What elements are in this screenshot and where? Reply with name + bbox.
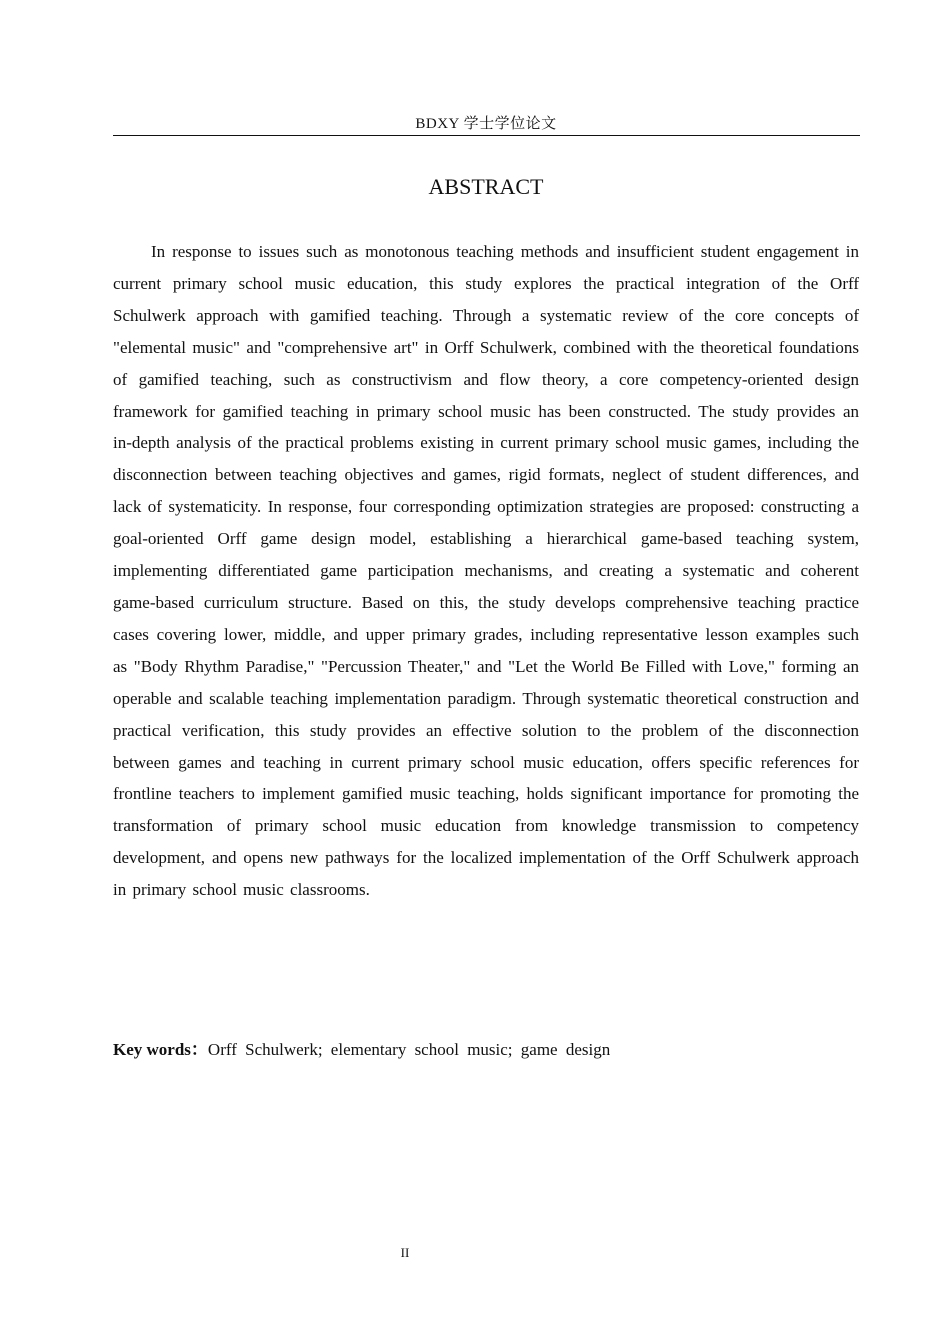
running-header: BDXY 学士学位论文 — [415, 116, 557, 132]
keywords-line — [113, 1035, 859, 1065]
abstract-body: In response to issues such as monotonous teaching methods and insufficient student engagement in current primary school music education, this study explores the practical integration of the Orff Schulwerk approach with gamified teaching. Through a systematic review of the core concepts of "elemental music" and "comprehensive art" in Orff Schulwerk, combined with the theoretical foundations of gamified teaching, such as constructivism and flow theory, a core competency-oriented design framework for gamified teaching in primary school music has been constructed. The study provides an in-depth analysis of the practical problems existing in current primary school music games, including the disconnection between teaching objectives and games, rigid formats, neglect of student differences, and lack of systematicity. In response, four corresponding optimization strategies are proposed: constructing a goal-oriented Orff game design model, establishing a hierarchical game-based teaching system, implementing differentiated game participation mechanisms, and creating a systematic and coherent game-based curriculum structure. Based on this, the study develops comprehensive teaching practice cases covering lower, middle, and upper primary grades, including representative lesson examples such as "Body Rhythm Paradise," "Percussion Theater," and "Let the World Be Filled with Love," forming an operable and scalable teaching implementation paradigm. Through systematic theoretical construction and practical verification, this study provides an effective solution to the problem of the disconnection between games and teaching in current primary school music education, offers specific references for frontline teachers to implement gamified music teaching, holds significant importance for promoting the transformation of primary school music education from knowledge transmission to competency development, and opens new pathways for the localized implementation of the Orff Schulwerk approach in primary school music classrooms. — [113, 242, 859, 900]
keywords-label: Key words： — [113, 1040, 208, 1059]
keywords-value: Orff Schulwerk; elementary school music; game design — [207, 1040, 611, 1059]
header-divider — [113, 135, 860, 136]
abstract-heading: ABSTRACT — [428, 174, 544, 199]
page-number: II — [400, 1245, 410, 1260]
